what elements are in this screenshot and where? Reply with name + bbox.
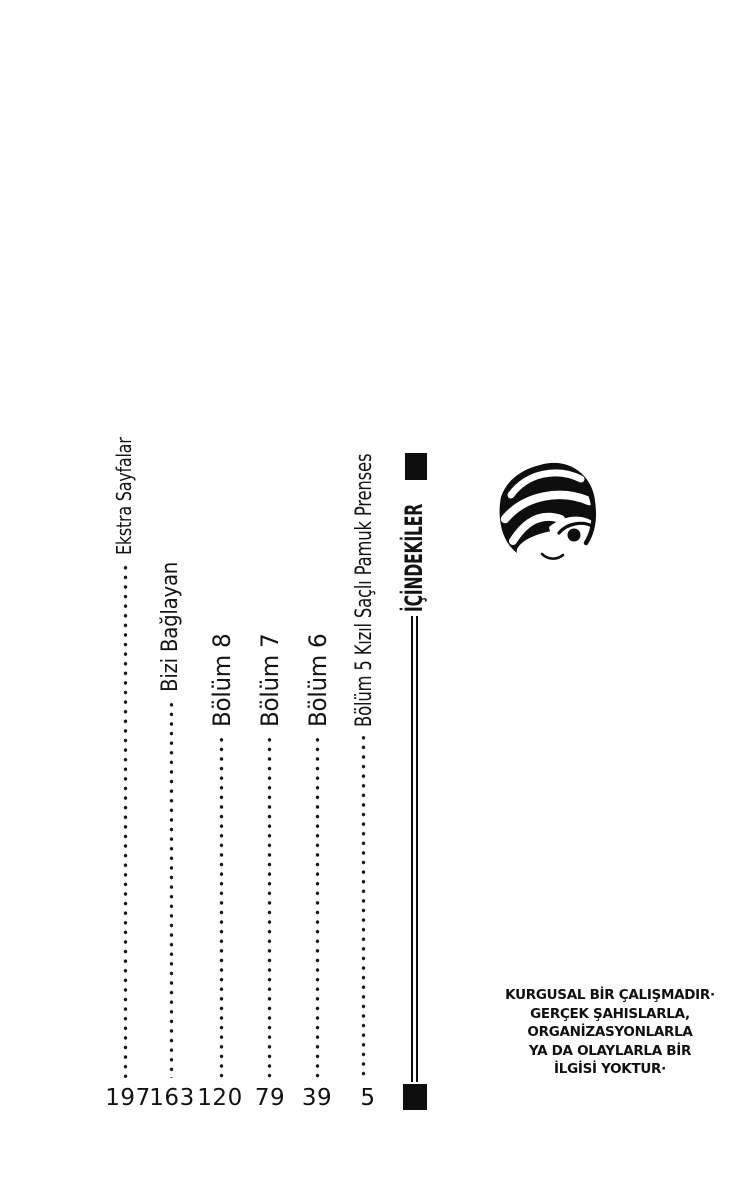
toc-entry-page-number: 120 — [197, 1085, 243, 1111]
dotted-leader — [123, 563, 128, 1078]
toc-entry-title: Bölüm 6 — [304, 633, 332, 727]
toc-entry-page-number: 39 — [301, 1085, 333, 1111]
dotted-leader — [315, 735, 320, 1078]
toc-entry-page-number: 163 — [149, 1085, 195, 1111]
disclaimer-line: YA DA OLAYLARLA BİR — [528, 1042, 692, 1059]
dotted-leader — [219, 735, 224, 1078]
square-bullet-top — [405, 453, 427, 480]
mouth-curve — [542, 554, 563, 559]
toc-entry-page-number: 5 — [360, 1085, 376, 1111]
toc-entry-page-number: 79 — [254, 1085, 286, 1111]
dotted-leader — [169, 700, 174, 1078]
toc-entry-title: Bizi Bağlayan — [158, 561, 183, 692]
disclaimer — [482, 986, 738, 1079]
contents-title: İÇİNDEKİLER — [400, 503, 428, 612]
toc-entry-title: Bölüm 5 Kızıl Saçlı Pamuk Prenses — [352, 453, 377, 727]
eye-pupil — [568, 529, 581, 542]
toc-entry-page-number: 197 — [105, 1085, 151, 1111]
dotted-leader — [267, 735, 272, 1078]
disclaimer-line: ORGANİZASYONLARLA — [527, 1024, 693, 1041]
header-rule — [411, 616, 418, 1082]
disclaimer-line: GERÇEK ŞAHISLARLA, — [530, 1005, 690, 1022]
toc-entry-title: Ekstra Sayfalar — [112, 437, 136, 555]
disclaimer-line: KURGUSAL BİR ÇALIŞMADIR· — [505, 987, 715, 1003]
face-illustration — [485, 435, 620, 595]
disclaimer-line: İLGİSİ YOKTUR· — [554, 1061, 666, 1078]
toc-entry-title: Bölüm 7 — [256, 633, 284, 727]
toc-entry-title: Bölüm 8 — [208, 633, 236, 727]
dotted-leader — [361, 733, 366, 1078]
